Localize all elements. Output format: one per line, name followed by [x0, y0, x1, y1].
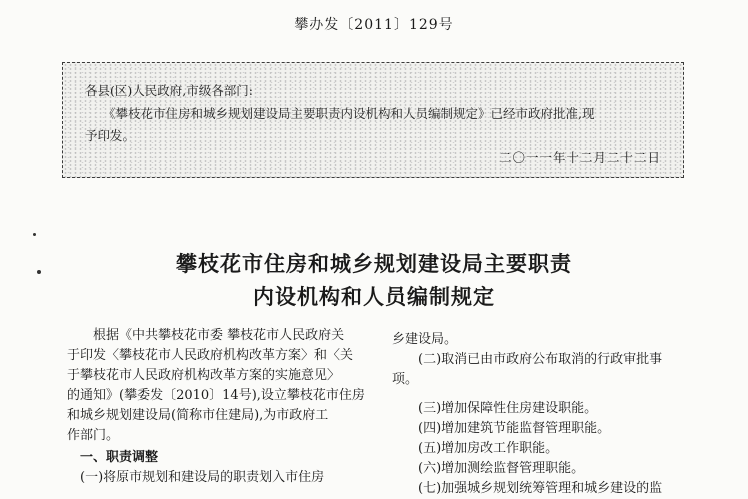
left-column-line: (一)将原市规划和建设局的职责划入市住房 — [80, 470, 325, 485]
right-column-line: (五)增加房改工作职能。 — [418, 441, 559, 456]
section-heading: 一、职责调整 — [80, 450, 159, 465]
right-column-line: (三)增加保障性住房建设职能。 — [418, 401, 598, 416]
right-column-line: (六)增加测绘监督管理职能。 — [418, 461, 585, 476]
right-column-line: 乡建设局。 — [392, 332, 458, 347]
left-column-line: 根据《中共攀枝花市委 攀枝花市人民政府关 — [93, 328, 345, 343]
document-title-line-2: 内设机构和人员编制规定 — [253, 284, 495, 309]
notice-date: 二〇一一年十二月二十二日 — [498, 150, 661, 165]
left-column-line: 和城乡规划建设局(简称市住建局),为市政府工 — [67, 408, 329, 423]
left-column-line: 作部门。 — [67, 428, 120, 443]
right-column-line: (二)取消已由市政府公布取消的行政审批事 — [418, 352, 663, 367]
right-text-column — [392, 330, 712, 499]
right-column-line: 项。 — [392, 372, 419, 387]
left-column-line: 的通知》(攀委发〔2010〕14号),设立攀枝花市住房 — [67, 388, 365, 403]
document-title-line-1: 攀枝花市住房和城乡规划建设局主要职责 — [176, 251, 572, 276]
right-column-line: (四)增加建筑节能监督管理职能。 — [418, 421, 611, 436]
document-number: 攀办发〔2011〕129号 — [294, 17, 454, 33]
left-column-line: 于攀枝花市人民政府机构改革方案的实施意见〉 — [67, 368, 341, 383]
issuance-notice-box — [62, 62, 684, 178]
left-column-line: 于印发〈攀枝花市人民政府机构改革方案〉和〈关 — [67, 348, 354, 363]
notice-body-line-1: 《攀枝花市住房和城乡规划建设局主要职责内设机构和人员编制规定》已经市政府批准,现 — [103, 106, 595, 121]
notice-recipients: 各县(区)人民政府,市级各部门: — [85, 83, 253, 98]
notice-body-line-2: 予印发。 — [85, 128, 136, 143]
right-column-line: (七)加强城乡规划统筹管理和城乡建设的监 — [418, 481, 663, 496]
scan-speck — [33, 233, 36, 236]
left-text-column — [67, 326, 383, 488]
